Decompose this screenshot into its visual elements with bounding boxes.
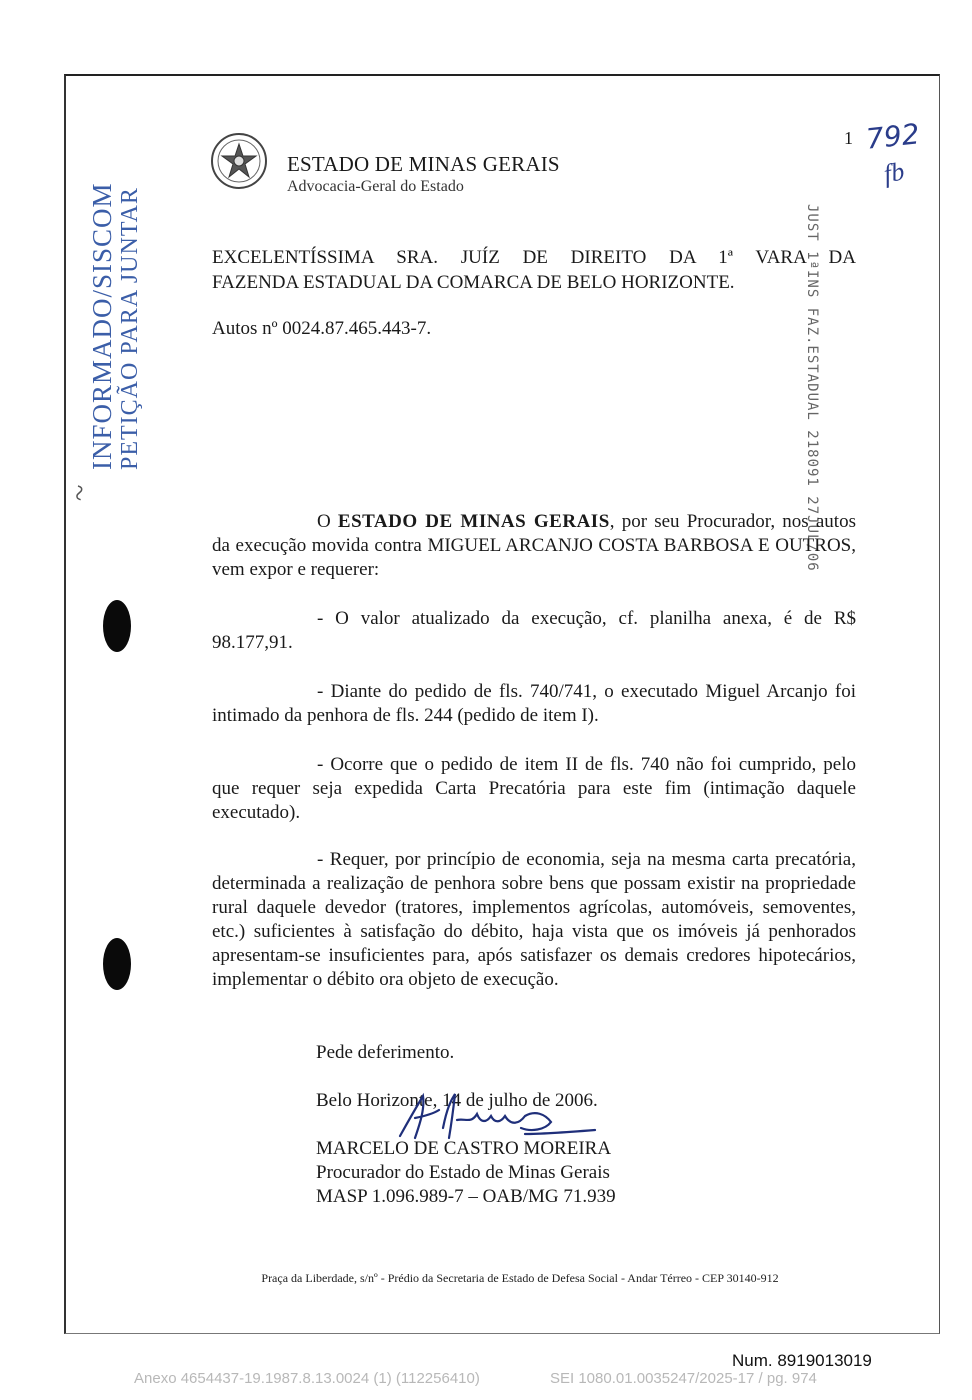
closing-request: Pede deferimento.	[316, 1042, 455, 1063]
stamp-line-peticao: PETIÇÃO PARA JUNTAR	[117, 187, 143, 470]
sei-reference: SEI 1080.01.0035247/2025-17 / pg. 974	[550, 1370, 817, 1387]
signer-name: MARCELO DE CASTRO MOREIRA	[316, 1138, 612, 1159]
received-stamp	[88, 182, 144, 470]
case-number: Autos nº 0024.87.465.443-7.	[212, 318, 432, 339]
header-title: ESTADO DE MINAS GERAIS	[287, 152, 560, 176]
addressee	[212, 245, 856, 295]
paragraph-seizure-request: - Requer, por princípio de economia, seja na mesma carta precatória, determinada a realização de penhora sobre bens que possam existir na propriedade rural daquele devedor (tratores, implementos agrícolas, automóveis, semoventes, etc.) suficientes à satisfação do débito, haja vista que os imóveis já penhorados apresentam-se insuficientes para, após satisfazer os demais credores hipotecários, implementar o débito ora objeto de execução.	[212, 849, 856, 990]
handwritten-folio: 792	[864, 117, 922, 156]
coat-of-arms-seal	[210, 132, 268, 190]
footer-address: Praça da Liberdade, s/nº - Prédio da Secretaria de Estado de Defesa Social - Andar Térreo - CEP 30140-912	[261, 1271, 779, 1285]
annex-reference: Anexo 4654437-19.1987.8.13.0024 (1) (112256410)	[134, 1370, 480, 1387]
signer-role: Procurador do Estado de Minas Gerais	[316, 1162, 610, 1183]
signer-registration: MASP 1.096.989-7 – OAB/MG 71.939	[316, 1186, 616, 1207]
paragraph-value: - O valor atualizado da execução, cf. planilha anexa, é de R$ 98.177,91.	[212, 608, 856, 653]
paragraph-intimation: - Diante do pedido de fls. 740/741, o executado Miguel Arcanjo foi intimado da penhora de fls. 244 (pedido de item I).	[212, 681, 856, 726]
protocol-stamp: JUST 1ªINS FAZ.ESTADUAL 218091 27JUL/06	[804, 204, 820, 572]
intro-party: ESTADO DE MINAS GERAIS	[337, 511, 610, 532]
paragraph-letter-request: - Ocorre que o pedido de item II de fls. 740 não foi cumprido, pelo que requer seja expedida Carta Precatória para este fim (intimação daquele executado).	[212, 754, 856, 823]
intro-rest: , por seu Procurador, nos autos da execução movida contra MIGUEL ARCANJO COSTA BARBOSA E OUTROS, vem expor e requerer:	[212, 511, 856, 580]
place-date: Belo Horizonte, 14 de julho de 2006.	[316, 1090, 598, 1111]
folio-number: 1	[844, 128, 853, 148]
handwritten-initial: fb	[881, 156, 907, 189]
addressee-line1: EXCELENTÍSSIMA SRA. JUÍZ DE DIREITO DA 1ª VARA DA	[212, 247, 856, 268]
paragraph-intro	[212, 510, 856, 582]
header-subtitle: Advocacia-Geral do Estado	[287, 178, 464, 195]
stamp-line-informado: INFORMADO/SISCOM	[87, 182, 117, 470]
intro-prefix: O	[317, 511, 338, 532]
addressee-line2: FAZENDA ESTADUAL DA COMARCA DE BELO HORIZONTE.	[212, 272, 735, 293]
punch-hole-bottom	[103, 938, 131, 990]
margin-mark: ~	[61, 482, 98, 504]
document-number: Num. 8919013019	[732, 1351, 872, 1370]
punch-hole-top	[103, 600, 131, 652]
